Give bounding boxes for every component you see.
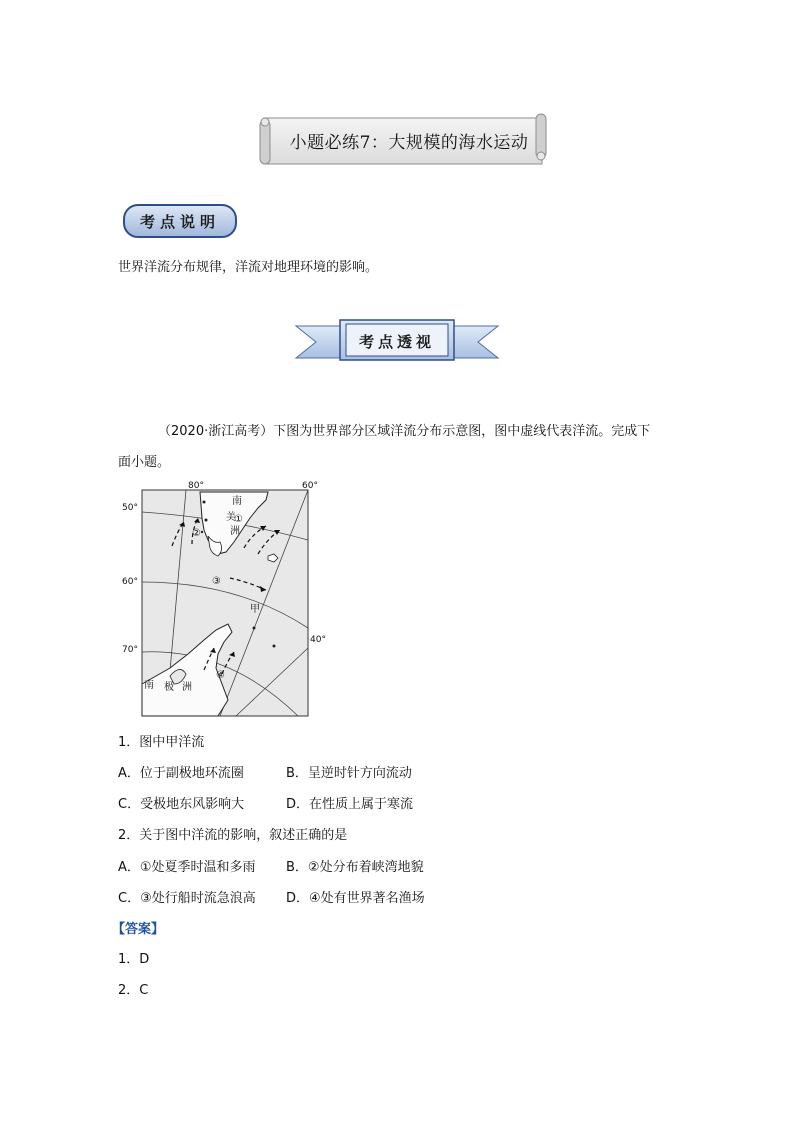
label-south-america-2: 美 (226, 512, 236, 523)
label-jia: 甲 (250, 604, 260, 615)
q1-option-a: A．位于副极地环流圈 (118, 766, 244, 781)
lat-label-70: 70° (122, 645, 138, 655)
section-ribbon-label: 考点透视 (358, 333, 435, 351)
question-2-stem: 2．关于图中洋流的影响，叙述正确的是 (118, 828, 348, 843)
title-banner (256, 112, 550, 168)
label-south-america-1: 南 (232, 496, 242, 507)
q1-option-b: B．呈逆时针方向流动 (286, 766, 412, 781)
q1-option-d: D．在性质上属于寒流 (286, 797, 414, 812)
intro-line-1: （2020·浙江高考）下图为世界部分区域洋流分布示意图，图中虚线代表洋流。完成下 (158, 424, 651, 439)
lat-label-60: 60° (122, 577, 138, 587)
marker-4: ④ (216, 670, 225, 681)
map-figure (118, 478, 330, 722)
answer-2: 2．C (118, 983, 149, 998)
q1-option-c: C．受极地东风影响大 (118, 797, 245, 812)
section-badge-explanation (122, 203, 238, 239)
marker-1: ① (234, 514, 243, 525)
q2-option-d: D．④处有世界著名渔场 (286, 891, 425, 906)
label-antarctica-1: 南 (144, 680, 154, 691)
answer-1: 1．D (118, 952, 150, 967)
intro-line-2: 面小题。 (118, 455, 171, 470)
lat-label-50: 50° (122, 503, 138, 513)
label-antarctica-2: 极 (164, 682, 174, 693)
answer-heading: 【答案】 (112, 922, 165, 937)
q2-option-b: B．②处分布着峡湾地貌 (286, 860, 424, 875)
marker-2: ② (192, 528, 201, 539)
q2-option-a: A．①处夏季时温和多雨 (118, 860, 256, 875)
label-south-america-3: 洲 (230, 526, 240, 537)
lon-label-80: 80° (188, 481, 204, 491)
page-title: 小题必练7：大规模的海水运动 (289, 133, 529, 153)
section-explanation-text: 世界洋流分布规律，洋流对地理环境的影响。 (118, 260, 379, 275)
lon-label-60: 60° (302, 481, 318, 491)
question-1-stem: 1．图中甲洋流 (118, 735, 205, 750)
marker-3: ③ (212, 576, 221, 587)
section-badge-label: 考点说明 (139, 213, 220, 231)
q2-option-c: C．③处行船时流急浪高 (118, 891, 256, 906)
lon-label-40: 40° (310, 635, 326, 645)
section-ribbon-analysis (294, 318, 500, 366)
label-antarctica-3: 洲 (182, 682, 192, 693)
ocean-current-map (118, 478, 330, 722)
